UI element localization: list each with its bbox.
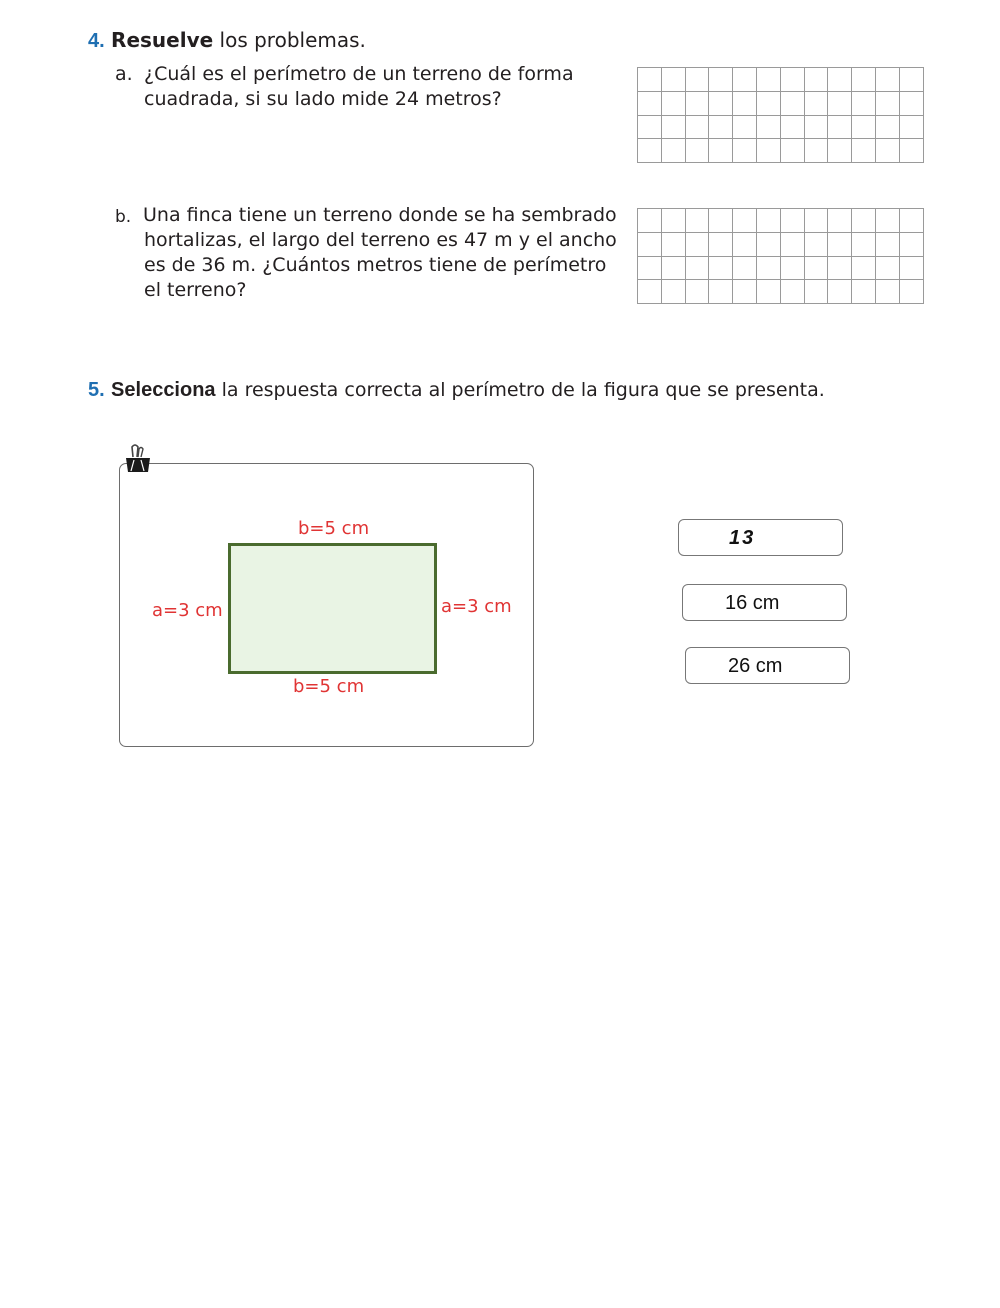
question-4b-line-4: el terreno? [144,279,247,301]
question-4a-line-1: ¿Cuál es el perímetro de un terreno de forma [144,63,574,85]
top-dimension-label: b=5 cm [298,518,370,539]
answer-option-1-label: 13 [729,527,756,549]
question-5-number: 5. [88,379,105,401]
answer-option-3-label: 26 cm [728,655,783,677]
question-5-verb: Selecciona [111,379,216,401]
question-4b-line-2: hortalizas, el largo del terreno es 47 m y el ancho [144,229,617,251]
left-dimension-label: a=3 cm [152,600,223,621]
question-5-instruction: la respuesta correcta al perímetro de la figura que se presenta. [215,379,825,401]
question-4b-letter: b. [115,207,132,227]
question-4b-line-1: Una finca tiene un terreno donde se ha sembrado [143,204,617,226]
answer-option-2-label: 16 cm [725,592,780,614]
rectangle-figure [228,543,437,674]
question-4b [115,203,625,307]
question-4-number: 4. [88,30,105,52]
answer-option-2[interactable] [682,584,847,621]
right-dimension-label: a=3 cm [441,596,512,617]
answer-option-3[interactable] [685,647,850,684]
question-4a-letter: a. [115,63,133,85]
question-4a-line-2: cuadrada, si su lado mide 24 metros? [144,88,502,110]
question-4-verb: Resuelve [111,28,214,52]
question-4b-line-3: es de 36 m. ¿Cuántos metros tiene de perímetro [144,254,607,276]
question-4-heading [88,28,366,53]
answer-grid-4b[interactable] [637,208,924,304]
bottom-dimension-label: b=5 cm [293,676,365,697]
answer-grid-4a[interactable] [637,67,924,163]
question-4-instruction: los problemas. [213,28,366,52]
answer-option-1[interactable] [678,519,843,556]
question-5-heading [88,377,825,402]
binder-clip-icon [122,443,154,475]
question-4a [115,62,595,114]
